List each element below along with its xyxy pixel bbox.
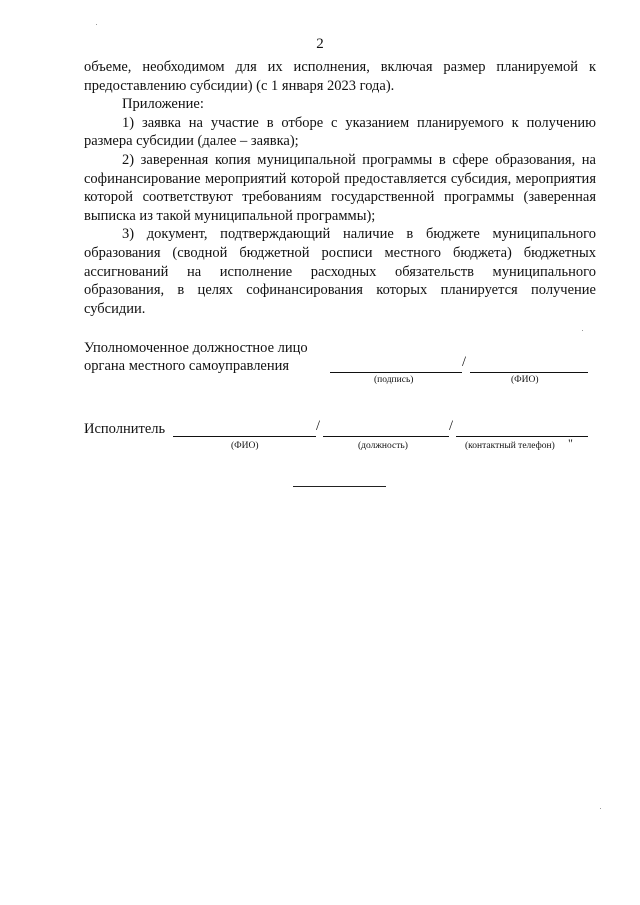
- scan-speck: [600, 808, 601, 809]
- official-label-line2: органа местного самоуправления: [84, 358, 290, 374]
- executor-name-line: [173, 436, 316, 437]
- executor-slash-1: /: [316, 418, 321, 434]
- caption-official-name: (ФИО): [511, 375, 539, 385]
- official-signature-line: [330, 372, 462, 373]
- official-name-line: [470, 372, 588, 373]
- paragraph-item-3: 3) документ, подтверждающий наличие в бюджете муниципального образования (сводной бюджетной росписи местного бюджета) бюджетных ассигнований на исполнение расходных обязательств муниципального образования, в целях софинансирования которых планируется получение субсидии.: [84, 226, 596, 317]
- executor-position-line: [323, 436, 449, 437]
- scan-speck: [96, 24, 97, 25]
- body-text: [84, 58, 596, 318]
- page-number: 2: [316, 36, 324, 52]
- paragraph-continuation: объеме, необходимом для их исполнения, включая размер планируемой к предоставлению субсидии) (с 1 января 2023 года).: [84, 59, 596, 94]
- document-end-line: [293, 486, 386, 487]
- caption-executor-name: (ФИО): [231, 441, 259, 451]
- paragraph-item-2: 2) заверенная копия муниципальной программы в сфере образования, на софинансирование мероприятий которой предоставляется субсидия, мероприятия которой соответствуют требованиям государственной программы (заверенная выписка из такой муниципальной программы);: [84, 151, 596, 224]
- executor-slash-2: /: [449, 418, 454, 434]
- caption-phone: (контактный телефон): [465, 441, 555, 451]
- paragraph-item-1: 1) заявка на участие в отборе с указанием планируемого к получению размера субсидии (далее – заявка);: [84, 114, 596, 150]
- closing-quote-mark: ": [568, 436, 573, 450]
- paragraph-appendix-heading: Приложение:: [122, 96, 204, 113]
- scan-speck: [582, 330, 583, 331]
- executor-label: Исполнитель: [84, 421, 166, 437]
- caption-signature: (подпись): [374, 375, 414, 385]
- official-label-line1: Уполномоченное должностное лицо: [84, 340, 308, 356]
- official-slash: /: [462, 354, 467, 370]
- caption-position: (должность): [358, 441, 408, 451]
